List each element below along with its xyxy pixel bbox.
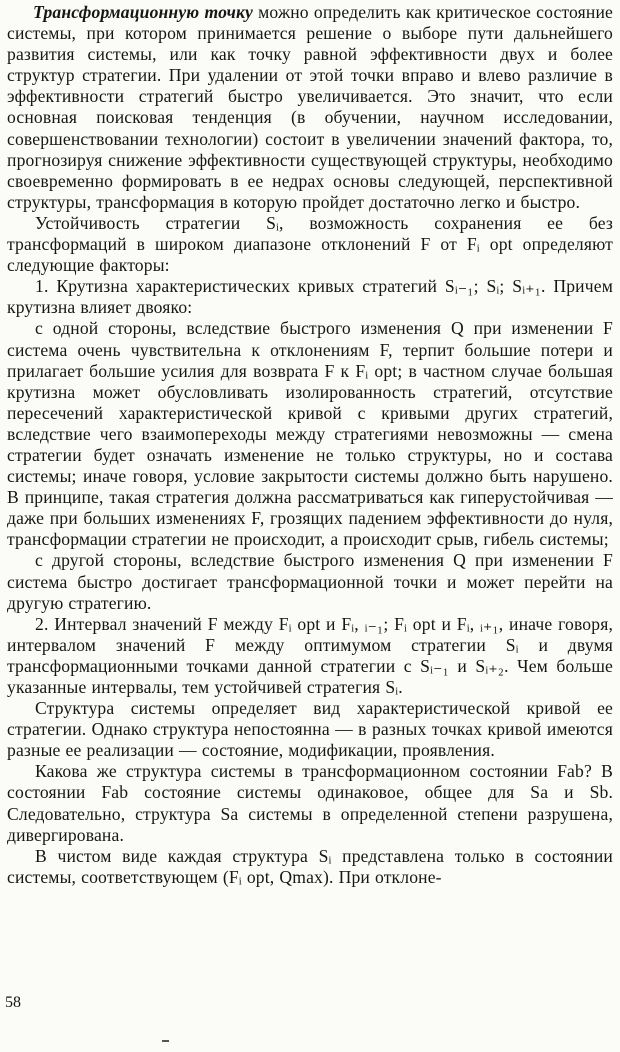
page-number: 58 xyxy=(5,994,21,1011)
paragraph-2: Устойчивость стратегии Sᵢ, возможность сохранения ее без трансформаций в широком диапазоне отклонений F от Fᵢ opt определяют следующие факторы: xyxy=(7,212,613,276)
paragraph-9: В чистом виде каждая структура Sᵢ представлена только в состоянии системы, соответствующем (Fᵢ opt, Qmax). При отклоне- xyxy=(7,845,613,887)
page-body xyxy=(7,2,613,888)
paragraph-7: Структура системы определяет вид характеристической кривой ее стратегии. Однако структура непостоянна — в разных точках кривой имеются разные ее реализации — состояние, модификации, проявления. xyxy=(7,698,613,761)
paragraph-1 xyxy=(7,2,613,213)
scan-mark xyxy=(162,1040,169,1042)
paragraph-1-text: можно определить как критическое состояние системы, при котором принимается решение о выборе пути дальнейшего развития системы, или как точку равной эффективности двух и более структур стратегии. При удалении от этой точки вправо и влево различие в эффективности стратегий быстро увеличивается. Это значит, что если основная поисковая тенденция (в обучении, научном исследовании, совершенствовании технологии) состоит в увеличении значений фактора, то, прогнозируя снижение эффективности существующей структуры, необходимо своевременно формировать в ее недрах основы следующей, перспективной структуры, трансформация в которую пройдет достаточно легко и быстро. xyxy=(7,2,613,212)
paragraph-3: 1. Крутизна характеристических кривых стратегий Sᵢ₋₁; Sᵢ; Sᵢ₊₁. Причем крутизна влияет двояко: xyxy=(7,276,613,318)
paragraph-6: 2. Интервал значений F между Fᵢ opt и Fᵢ, ᵢ₋₁; Fᵢ opt и Fᵢ, ᵢ₊₁, иначе говоря, интервалом значений F между оптимумом стратегии Sᵢ и двумя трансформационными точками данной стратегии с Sᵢ₋₁ и Sᵢ₊₂. Чем больше указанные интервалы, тем устойчивей стратегия Sᵢ. xyxy=(7,613,613,697)
term-emphasis: Трансформационную точку xyxy=(33,2,253,22)
paragraph-5: с другой стороны, вследствие быстрого изменения Q при изменении F система быстро достигает трансформационной точки и может перейти на другую стратегию. xyxy=(7,550,613,613)
paragraph-8: Какова же структура системы в трансформационном состоянии Fab? В состоянии Fab состояние системы одинаковое, общее для Sa и Sb. Следовательно, структура Sa системы в определенной степени разрушена, дивергирована. xyxy=(7,761,613,845)
paragraph-4: с одной стороны, вследствие быстрого изменения Q при изменении F система очень чувствительна к отклонениям F, терпит большие потери и прилагает большие усилия для возврата F к Fᵢ opt; в частном случае большая крутизна может обусловливать изолированность стратегий, отсутствие пересечений характеристической кривой с кривыми других стратегий, вследствие чего взаимопереходы между стратегиями невозможны — смена стратегии будет означать изменение не только структуры, но и состава системы; иначе говоря, условие закрытости системы должно быть нарушено. В принципе, такая стратегия должна рассматриваться как гиперустойчивая — даже при больших изменениях F, грозящих падением эффективности до нуля, трансформации стратегии не происходит, а происходит срыв, гибель системы; xyxy=(7,318,613,550)
